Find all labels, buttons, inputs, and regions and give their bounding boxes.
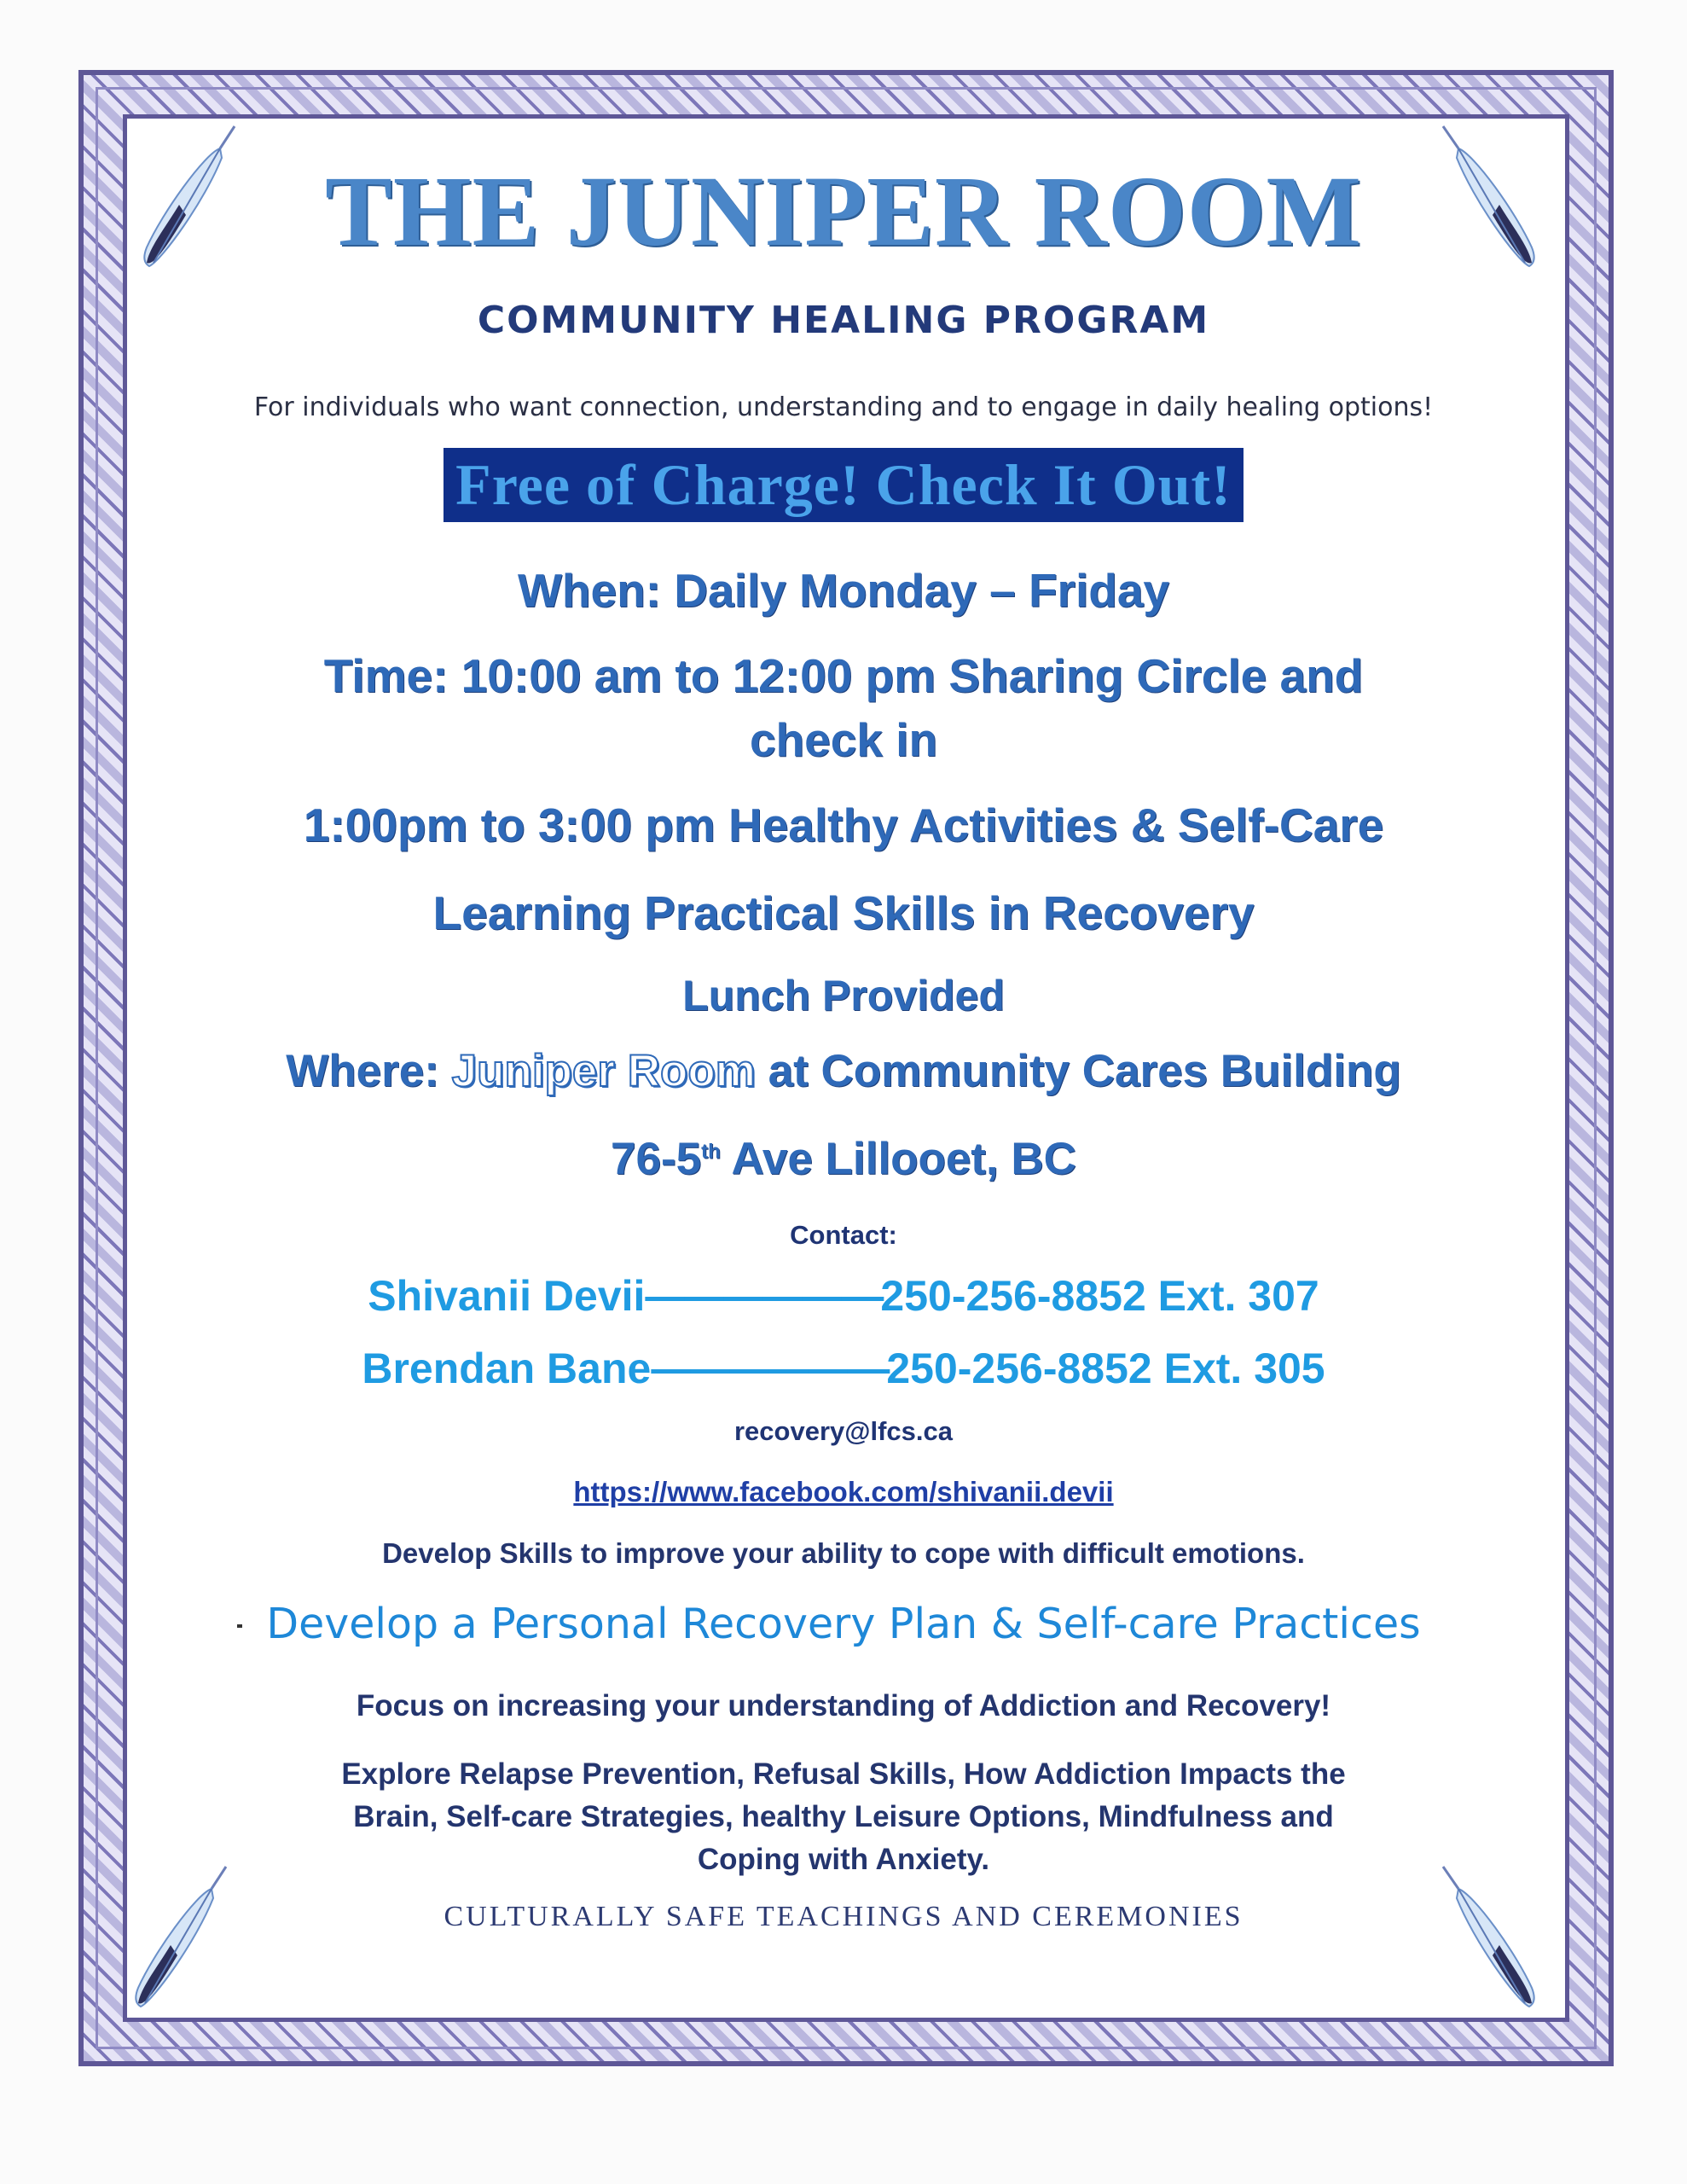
develop-skills-line: Develop Skills to improve your ability to cope with difficult emotions. [382,1537,1305,1569]
address-rest: Ave Lillooet, BC [720,1134,1076,1184]
contact-row [171,1271,1516,1321]
flyer-title: THE JUNIPER ROOM [325,155,1362,267]
learning-line: Learning Practical Skills in Recovery [432,886,1255,939]
explore-paragraph [171,1753,1516,1881]
lunch-line: Lunch Provided [682,972,1005,1019]
free-of-charge-banner: Free of Charge! Check It Out! [443,448,1244,522]
contact-phone: 250-256-8852 Ext. 307 [880,1272,1319,1320]
facebook-link[interactable]: https://www.facebook.com/shivanii.devii [573,1476,1114,1507]
dash-separator: —————— [645,1272,881,1320]
feather-icon [1424,1860,1552,2030]
contact-name: Shivanii Devii [368,1272,646,1320]
address-line [171,1133,1516,1185]
dash-separator: —————— [651,1345,887,1392]
where-line [171,1045,1516,1097]
where-prefix: Where: [286,1046,452,1096]
free-banner-row [171,448,1516,522]
cultural-line: CULTURALLY SAFE TEACHINGS AND CEREMONIES [443,1901,1244,1932]
when-line: When: Daily Monday – Friday [517,564,1169,617]
personal-plan-line: Develop a Personal Recovery Plan & Self-care Practices [266,1600,1421,1648]
explore-line-3: Coping with Anxiety. [697,1843,990,1876]
time-line-1: Time: 10:00 am to 12:00 pm Sharing Circle and [323,649,1364,702]
where-suffix: at Community Cares Building [755,1046,1401,1096]
contact-phone: 250-256-8852 Ext. 305 [886,1345,1325,1392]
where-room: Juniper Room [451,1046,756,1096]
focus-line: Focus on increasing your understanding of Addiction and Recovery! [356,1689,1331,1722]
time-line-2: check in [749,713,938,766]
contact-name: Brendan Bane [362,1345,652,1392]
program-subtitle: COMMUNITY HEALING PROGRAM [477,299,1210,342]
tagline: For individuals who want connection, understanding and to engage in daily healing options! [253,392,1434,422]
address-ordinal: th [701,1140,721,1164]
afternoon-line: 1:00pm to 3:00 pm Healthy Activities & Self-Care [303,799,1384,851]
explore-line-2: Brain, Self-care Strategies, healthy Leisure Options, Mindfulness and [353,1800,1334,1833]
email-address: recovery@lfcs.ca [733,1416,953,1446]
explore-line-1: Explore Relapse Prevention, Refusal Skills, How Addiction Impacts the [341,1757,1346,1791]
address-number: 76-5 [611,1134,702,1184]
contact-row [171,1344,1516,1393]
feather-icon [119,1860,247,2030]
contact-label: Contact: [790,1220,897,1250]
